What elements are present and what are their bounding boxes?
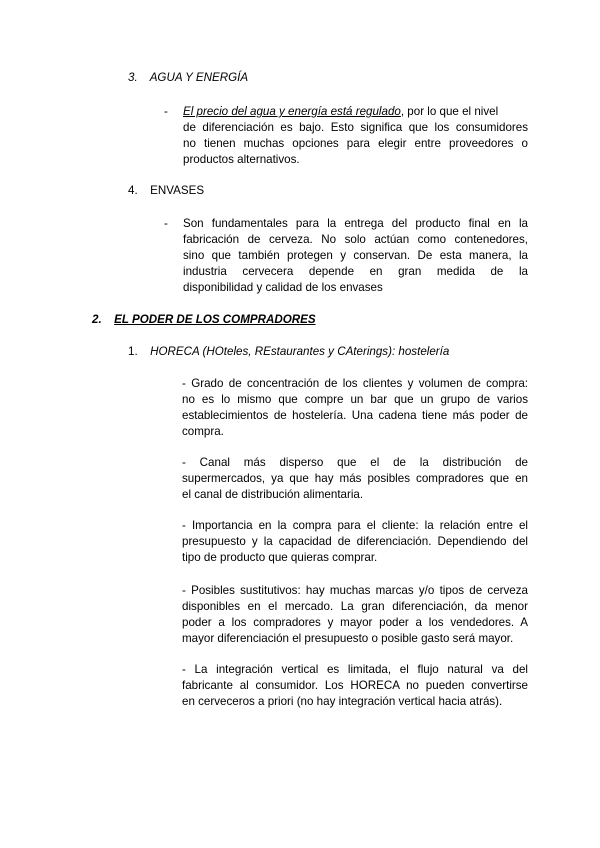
section-4-heading <box>128 183 204 199</box>
section-3-title: AGUA Y ENERGÍA <box>149 71 249 84</box>
paragraph-line: productos alternativos. <box>183 153 300 166</box>
paragraph-line: de diferenciación es bajo. Esto significa que los consumidores <box>183 121 528 134</box>
paragraph-line: tipo de producto que quieras comprar. <box>182 551 378 564</box>
horeca-number: 1. <box>128 345 138 358</box>
heading-2-title: EL PODER DE LOS COMPRADORES <box>114 313 316 326</box>
paragraph-line: establecimientos de hostelería. Una cadena tiene más poder de <box>182 409 528 422</box>
paragraph-line: - Canal más disperso que el de la distribución de <box>182 456 528 469</box>
paragraph-line: sino que también protegen y conservan. De esta manera, la <box>183 249 528 262</box>
packaging-paragraph <box>183 216 528 296</box>
paragraph-line: - Posibles sustitutivos: hay muchas marcas y/o tipos de cerveza <box>182 584 528 597</box>
section-3-heading <box>128 70 248 86</box>
importance-paragraph <box>182 518 528 566</box>
buyers-power-heading <box>92 312 316 328</box>
paragraph-line: mayor diferenciación el presupuesto o posible gasto será mayor. <box>182 632 514 645</box>
paragraph-line: - Grado de concentración de los clientes y volumen de compra: <box>182 377 528 390</box>
paragraph-line: disponibles en el mercado. La gran diferenciación, da menor <box>182 600 528 613</box>
horeca-heading <box>128 344 449 360</box>
concentration-paragraph <box>182 376 528 440</box>
horeca-title: HORECA (HOteles, REstaurantes y CAterings): hostelería <box>150 345 450 358</box>
paragraph-line: disponibilidad y calidad de los envases <box>183 281 383 294</box>
paragraph-line: Son fundamentales para la entrega del producto final en la <box>183 217 528 230</box>
regulated-price-emphasis: El precio del agua y energía está regulado <box>183 105 401 118</box>
paragraph-line: industria cervecera depende en gran medida de la <box>183 265 528 278</box>
paragraph-line: en cerveceros a priori (no hay integración vertical hacia atrás). <box>182 695 503 708</box>
paragraph-line: presupuesto y la capacidad de diferenciación. Dependiendo del <box>182 535 528 548</box>
section-4-title: ENVASES <box>150 184 205 197</box>
vertical-integration-paragraph <box>182 662 528 710</box>
bullet-dash: - <box>164 105 168 118</box>
paragraph-line: El precio del agua y energía está regulado, por lo que el nivel <box>183 105 499 118</box>
section-4-number: 4. <box>128 184 138 197</box>
paragraph-line: poder a los compradores y mayor poder a los vendedores. A <box>182 616 528 629</box>
section-3-number: 3. <box>128 71 138 84</box>
channel-paragraph <box>182 455 528 503</box>
water-energy-paragraph <box>183 104 528 168</box>
paragraph-line: el canal de distribución alimentaria. <box>182 488 364 501</box>
paragraph-line: no tienen muchas opciones para elegir entre proveedores o <box>183 137 528 150</box>
paragraph-line: fabricante al consumidor. Los HORECA no pueden convertirse <box>182 679 528 692</box>
paragraph-line: supermercados, ya que hay más posibles compradores que en <box>182 472 528 485</box>
paragraph-line: - La integración vertical es limitada, el flujo natural va del <box>182 663 528 676</box>
paragraph-line: no es lo mismo que compre un bar que un grupo de varios <box>182 393 528 406</box>
bullet-dash: - <box>164 217 168 230</box>
substitutes-paragraph <box>182 583 528 647</box>
paragraph-line: compra. <box>182 425 224 438</box>
heading-2-number: 2. <box>92 313 102 326</box>
paragraph-line: - Importancia en la compra para el cliente: la relación entre el <box>182 519 528 532</box>
paragraph-line: fabricación de cerveza. No solo actúan como contenedores, <box>183 233 528 246</box>
